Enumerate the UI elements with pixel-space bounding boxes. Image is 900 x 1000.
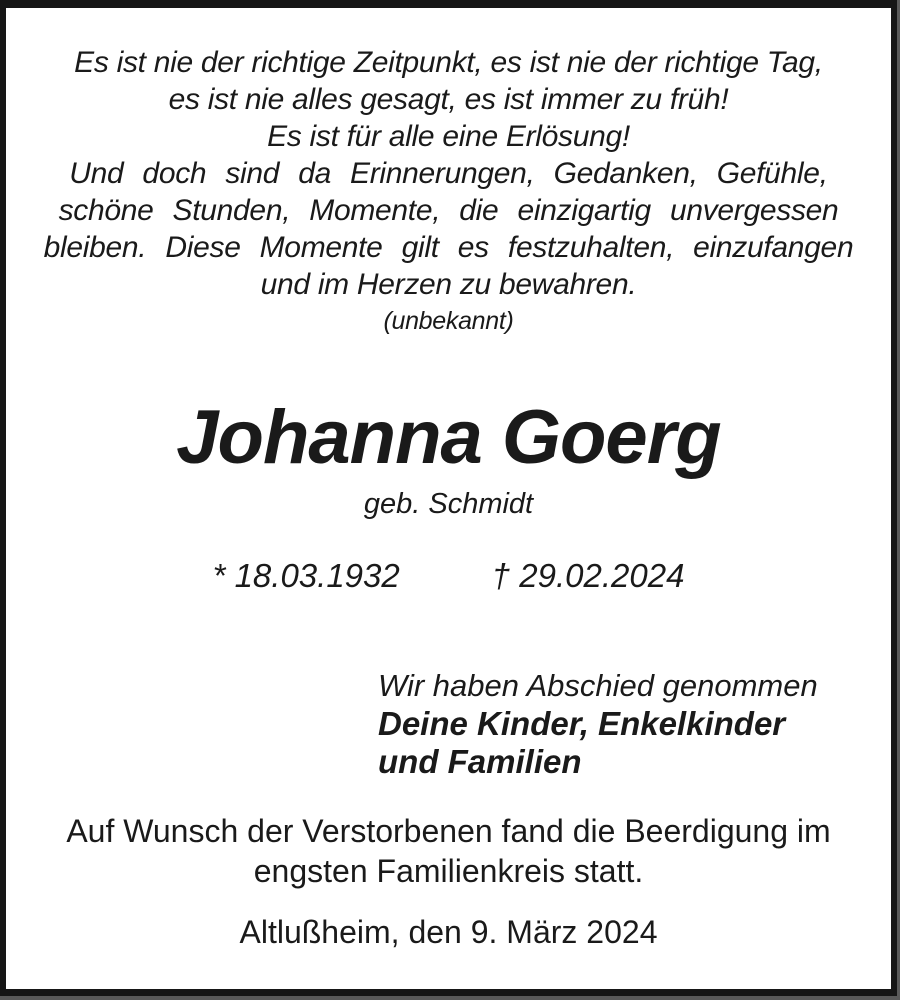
burial-note (6, 811, 891, 891)
quote-line-6: bleiben. Diese Momente gilt es festzuhalten, einzufangen (43, 231, 854, 264)
place-and-date: Altlußheim, den 9. März 2024 (239, 914, 658, 950)
quote-attribution: (unbekannt) (383, 307, 514, 335)
quote-line-4: Und doch sind da Erinnerungen, Gedanken, Gefühle, (69, 157, 828, 190)
quote-line-7: und im Herzen zu bewahren. (260, 268, 637, 301)
deceased-name: Johanna Goerg (176, 395, 721, 480)
quote-line-5: schöne Stunden, Momente, die einzigartig unvergessen (58, 194, 839, 227)
burial-note-line-2: engsten Familienkreis statt. (253, 853, 644, 889)
birth-date: * 18.03.1932 (212, 557, 400, 594)
burial-note-line-1: Auf Wunsch der Verstorbenen fand die Beerdigung im (66, 813, 831, 849)
death-date: † 29.02.2024 (491, 557, 685, 594)
opening-quote (6, 44, 891, 337)
farewell-block (378, 667, 891, 781)
mourners-line-2: und Familien (378, 743, 582, 780)
mourners-line-1: Deine Kinder, Enkelkinder (378, 705, 786, 742)
quote-line-3: Es ist für alle eine Erlösung! (267, 120, 630, 153)
quote-line-1: Es ist nie der richtige Zeitpunkt, es ist nie der richtige Tag, (74, 46, 823, 79)
maiden-name: geb. Schmidt (363, 488, 534, 520)
life-dates (6, 557, 891, 595)
farewell-intro: Wir haben Abschied genommen (378, 668, 818, 703)
quote-line-2: es ist nie alles gesagt, es ist immer zu früh! (168, 83, 729, 116)
